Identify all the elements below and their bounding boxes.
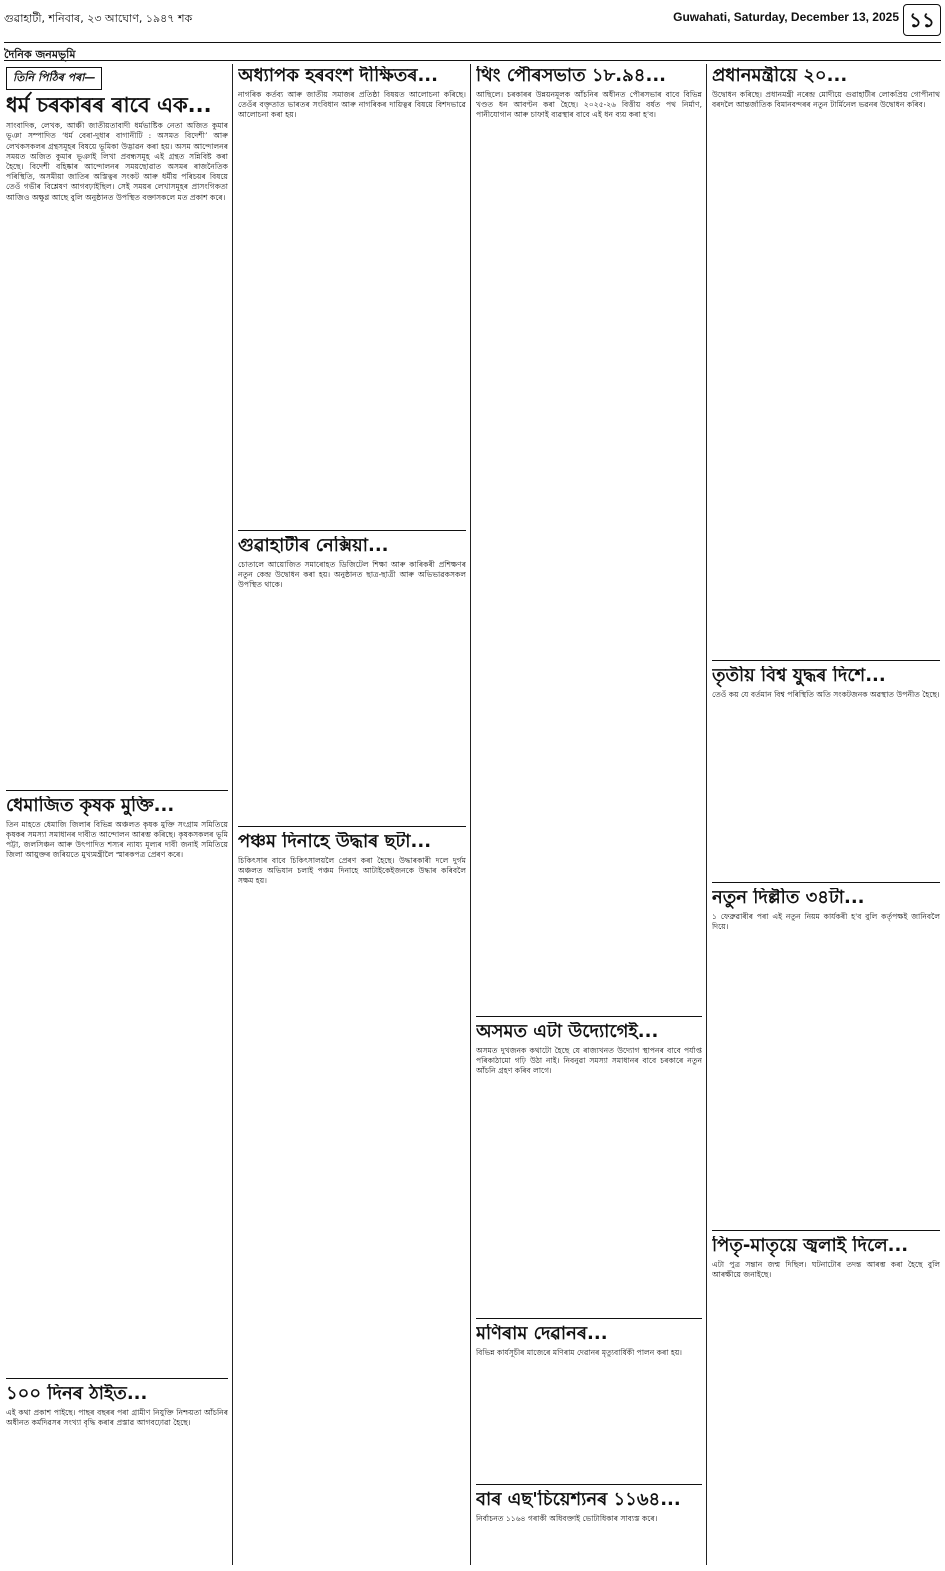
article-body: তিন মাহতে ধেমাজি জিলাৰ বিভিন্ন অঞ্চলত কৃষক মুক্তি সংগ্ৰাম সমিতিয়ে কৃষকৰ সমস্যা সমাধানৰ দাবীত আন্দোলন আৰম্ভ কৰিছে। কৃষকসকলৰ ভূমি পট্টা, জলসিঞ্চন আৰু উৎপাদিত শস্যৰ ন্যায্য মূল্যৰ দাবী জনাই সমিতিয়ে জিলা আয়ুক্তৰ জৰিয়তে মুখ্যমন্ত্ৰীলৈ স্মাৰকপত্ৰ প্ৰেৰণ কৰে। [6,819,228,860]
article-13 [712,888,940,1228]
masthead [4,0,941,43]
article-1 [6,66,228,786]
article-divider [476,1318,702,1319]
headline: তৃতীয় বিশ্ব যুদ্ধৰ দিশে... [712,666,886,686]
column-rule [470,64,471,1565]
article-7 [476,66,702,706]
article-body: বিভিন্ন কাৰ্যসূচীৰ মাজেৰে মণিৰাম দেৱানৰ মৃত্যুবাৰ্ষিকী পালন কৰা হয়। [476,1347,683,1357]
header-rule [4,60,941,61]
headline: অধ্যাপক হৰবংশ দীক্ষিতৰ... [238,66,438,86]
article-divider [6,790,228,791]
article-8 [476,1022,702,1312]
date-local: গুৱাহাটী, শনিবাৰ, ২৩ আঘোণ, ১৯৪৭ শক [4,12,193,25]
article-body: উদ্বোধন কৰিছে। প্ৰধানমন্ত্ৰী নৰেন্দ্ৰ মোদীয়ে গুৱাহাটীৰ লোকপ্ৰিয় গোপীনাথ বৰদলৈ আন্তৰ্জাতিক বিমানবন্দৰৰ নতুন টাৰ্মিনেল ভৱনৰ উদ্বোধন কৰিব। [712,89,940,109]
article-body: নাগৰিক কৰ্তব্য আৰু জাতীয় সমাজৰ প্ৰতিষ্ঠা বিষয়ত আলোচনা কৰিছে। তেওঁৰ বক্তৃতাত ভাৰতৰ সংবিধান আৰু নাগৰিকৰ দায়িত্বৰ বিষয়ে বিশদভাৱে আলোচনা কৰা হয়। [238,89,466,120]
article-body: এই কথা প্ৰকাশ পাইছে। পাছৰ বছৰৰ পৰা গ্ৰামীণ নিযুক্তি নিশ্চয়তা আঁচনিৰ অধীনত কৰ্মদিৱসৰ সংখ্যা বৃদ্ধি কৰাৰ প্ৰস্তাৱ আগবঢ়োৱা হৈছে। [6,1407,228,1427]
article-divider [238,530,466,531]
article-6 [238,832,466,1562]
date-english: Guwahati, Saturday, December 13, 2025 [673,10,899,24]
article-9 [476,1324,702,1404]
headline: মণিৰাম দেৱানৰ... [476,1324,608,1344]
article-divider [476,1016,702,1017]
brand-name: দৈনিক জনমভূমি [4,48,76,61]
headline: গুৱাহাটীৰ নেক্সিয়া... [238,536,389,556]
article-10 [476,1490,702,1566]
article-body: এটা পুত্ৰ সন্তান জন্ম দিছিল। ঘটনাটোৰ তদন্ত আৰম্ভ কৰা হৈছে বুলি আৰক্ষীয়ে জনাইছে। [712,1259,940,1279]
headline: নতুন দিল্লীত ৩৪টা... [712,888,865,908]
article-divider [712,1230,940,1231]
article-4 [238,66,466,526]
headline: ১০০ দিনৰ ঠাইত... [6,1384,148,1404]
article-divider [238,826,466,827]
headline: ধৰ্ম চৰকাৰৰ ৰাবে এক... [6,93,212,117]
article-body: চোতালে আয়োজিত সমাৰোহত ডিজিটেল শিক্ষা আৰু কাৰিকৰী প্ৰশিক্ষণৰ নতুন কেন্দ্ৰ উদ্বোধন কৰা হয়। অনুষ্ঠানত ছাত্ৰ-ছাত্ৰী আৰু অভিভাৱকসকল উপস্থিত থাকে। [238,559,466,590]
article-2 [6,796,228,1356]
article-body: ১ ফেব্ৰুৱাৰীৰ পৰা এই নতুন নিয়ম কাৰ্যকৰী হ'ব বুলি কৰ্তৃপক্ষই জানিবলৈ দিয়ে। [712,911,940,931]
headline: ধেমাজিত কৃষক মুক্তি... [6,796,175,816]
page-number: ১১ [903,4,941,36]
article-divider [6,1378,228,1379]
article-divider [712,660,940,661]
column-rule [232,64,233,1565]
article-divider [476,1484,702,1485]
column-rule [706,64,707,1565]
headline: বাৰ এছ'চিয়েশ্যনৰ ১১৬৪... [476,1490,681,1510]
headline: পিতৃ-মাতৃয়ে জ্বলাই দিলে... [712,1236,909,1256]
headline: থিং পৌৰসভাত ১৮.৯৪... [476,66,666,86]
article-divider [712,882,940,883]
article-body: নিৰ্বাচনত ১১৬৪ গৰাকী অধিবক্তাই ভোটাধিকাৰ সাব্যস্ত কৰে। [476,1513,658,1523]
headline: পঞ্চম দিনাহে উদ্ধাৰ ছটা... [238,832,432,852]
article-body: চিকিৎসাৰ বাবে চিকিৎসালয়লৈ প্ৰেৰণ কৰা হৈছে। উদ্ধাৰকাৰী দলে দুৰ্গম অঞ্চলত অভিযান চলাই পঞ্চম দিনাহে আটাইকেইজনকে উদ্ধাৰ কৰিবলৈ সক্ষম হয়। [238,855,466,886]
headline: প্ৰধানমন্ত্ৰীয়ে ২০... [712,66,848,86]
article-3 [6,1384,228,1564]
headline: অসমত এটা উদ্যোগেই... [476,1022,659,1042]
article-body: সাংবাদিক, লেখক, আঞ্চী জাতীয়তাবাদী ধৰ্মভাষ্টিক নেতা অজিত কুমাৰ ভূঞা সম্পাদিত ‘ধৰ্ম বেৰা-দুধাৰ বাগানীটি : অসমত বিদেশী’ আৰু লেখকসকলৰ গ্ৰন্থসমূহৰ বিষয়ে ভূমিকা উদ্ভাৱন কৰা হয়। অসম আন্দোলনৰ সময়ত অজিত কুমাৰ ভূঞাই লিখা প্ৰবন্ধসমূহ এই গ্ৰন্থত সন্নিবিষ্ট কৰা হৈছে। বিদেশী বহিষ্কাৰ আন্দোলনৰ সময়ছোৱাত অসমৰ ৰাজনৈতিক পৰিস্থিতি, অসমীয়া জাতিৰ অস্তিত্বৰ সংকট আৰু ধৰ্মীয় পৰিচয়ৰ বিষয়ে তেওঁ গভীৰ বিশ্লেষণ আগবঢ়াইছিল। সেই সময়ৰ লেখাসমূহৰ প্ৰাসংগিকতা আজিও অক্ষুণ্ণ আছে বুলি অনুষ্ঠানত উপস্থিত বক্তাসকলে মত প্ৰকাশ কৰে। [6,121,228,202]
article-12 [712,666,940,876]
article-14 [712,1236,940,1566]
article-11 [712,66,940,626]
kicker-label: তিনি পিঠিৰ পৰা— [6,67,102,90]
article-body: আছিলে। চৰকাৰৰ উন্নয়নমূলক আঁচনিৰ অধীনত পৌৰসভাৰ বাবে বিভিন্ন খণ্ডত ধন আবণ্টন কৰা হৈছে। ২০২৫-২৬ বিত্তীয় বৰ্ষত পথ নিৰ্মাণ, পানীযোগান আৰু চাফাই ব্যৱস্থাৰ বাবে এই ধন ব্যয় কৰা হ'ব। [476,89,702,120]
article-body: তেওঁ কয় যে বৰ্তমান বিশ্ব পৰিস্থিতি অতি সংকটজনক অৱস্থাত উপনীত হৈছে। [712,689,940,699]
article-body: অসমত দুখজনক কথাটো হৈছে যে ৰাজ্যখনত উদ্যোগ স্থাপনৰ বাবে পৰ্যাপ্ত পৰিকাঠামো গঢ়ি উঠা নাই। নিবনুৱা সমস্যা সমাধানৰ বাবে চৰকাৰে নতুন আঁচনি গ্ৰহণ কৰিব লাগে। [476,1045,702,1076]
